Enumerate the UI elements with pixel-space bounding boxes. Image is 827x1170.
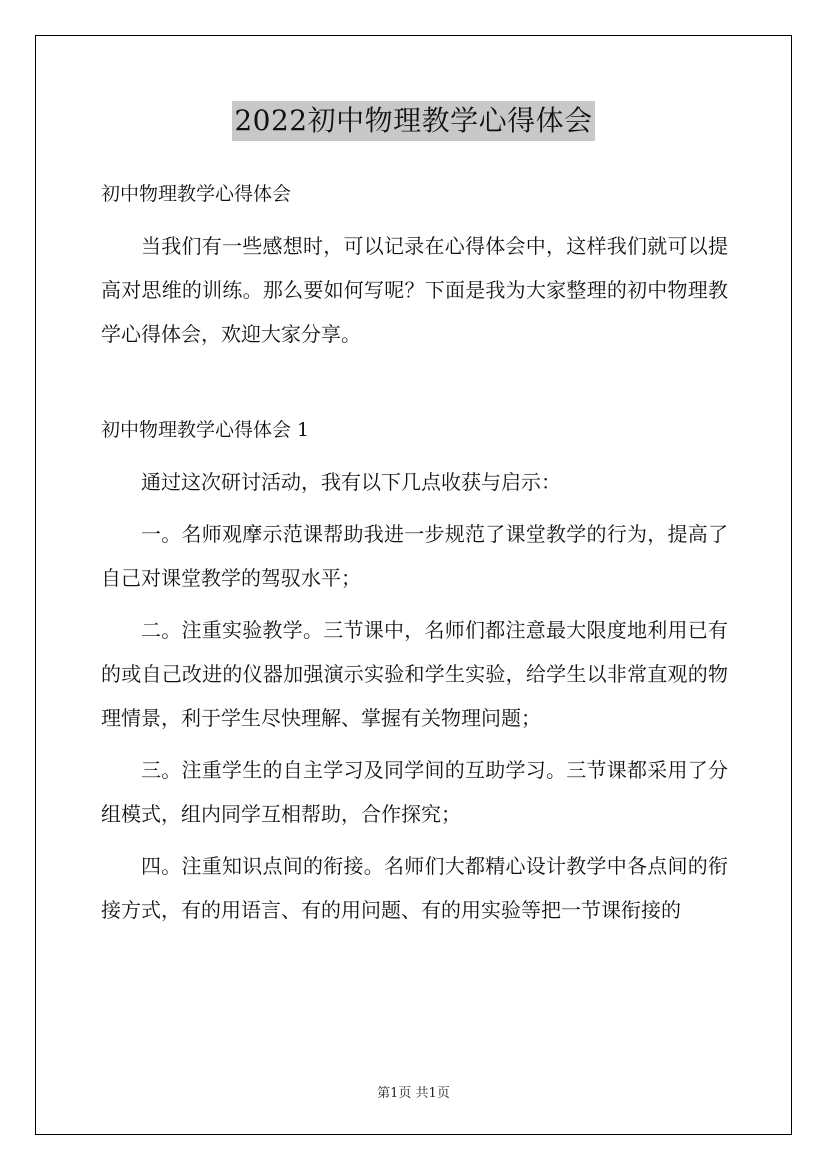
body-paragraph-2: 一。名师观摩示范课帮助我进一步规范了课堂教学的行为，提高了自己对课堂教学的驾驭水平； — [101, 522, 728, 590]
page-footer — [0, 1082, 827, 1101]
body-paragraph-4: 三。注重学生的自主学习及同学间的互助学习。三节课都采用了分组模式，组内同学互相帮助，合作探究； — [101, 758, 728, 826]
body-paragraph-5: 四。注重知识点间的衔接。名师们大都精心设计教学中各点间的衔接方式，有的用语言、有的用问题、有的用实验等把一节课衔接的 — [101, 854, 728, 922]
body-paragraph-3: 二。注重实验教学。三节课中，名师们都注意最大限度地利用已有的或自己改进的仪器加强演示实验和学生实验，给学生以非常直观的物理情景，利于学生尽快理解、掌握有关物理问题； — [101, 618, 728, 730]
document-title: 2022初中物理教学心得体会 — [232, 101, 594, 141]
intro-paragraph: 当我们有一些感想时，可以记录在心得体会中，这样我们就可以提高对思维的训练。那么要如何写呢？下面是我为大家整理的初中物理教学心得体会，欢迎大家分享。 — [101, 234, 728, 346]
intro-heading: 初中物理教学心得体会 — [101, 183, 292, 205]
body-paragraph-1: 通过这次研讨活动，我有以下几点收获与启示： — [141, 470, 561, 494]
document-body — [101, 172, 728, 932]
title-container — [0, 101, 827, 141]
page-number: 第1页 共1页 — [377, 1086, 450, 1101]
section-heading: 初中物理教学心得体会 1 — [101, 419, 310, 441]
